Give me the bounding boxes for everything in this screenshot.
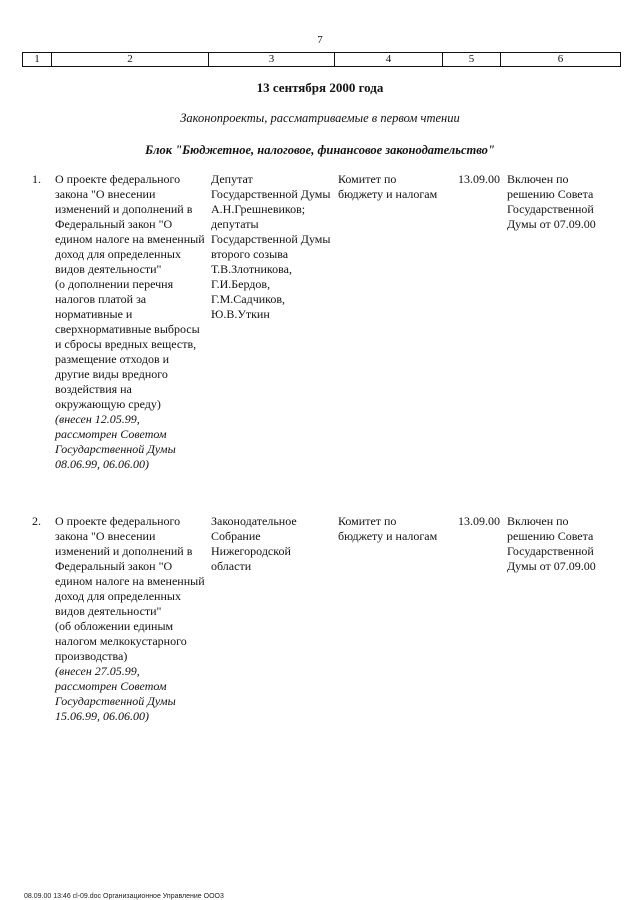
- entry-subject: (о дополнении перечня налогов платой за нормативные и сверхнормативные выбросы и сбросы вредных веществ, размещение отходов и другие виды вредного воздействия на окружающую среду): [55, 277, 200, 411]
- column-number-cell: 2: [52, 53, 209, 67]
- entry-committee: Комитет по бюджету и налогам: [338, 172, 438, 201]
- reading-heading: Законопроекты, рассматриваемые в первом чтении: [180, 111, 460, 125]
- entry-author: Законодательное Собрание Нижегородской области: [211, 514, 297, 573]
- block-heading: Блок "Бюджетное, налоговое, финансовое законодательство": [145, 143, 495, 157]
- column-number-table: [22, 52, 621, 67]
- entry-number: 2.: [32, 514, 41, 528]
- document-footer: 08.09.00 13:46 cl-09.doc Организационное Управление ООО3: [24, 893, 224, 900]
- entry-date: 13.09.00: [458, 514, 500, 528]
- entry-title-cell: [55, 514, 205, 724]
- date-heading: 13 сентября 2000 года: [256, 80, 384, 95]
- entry-decision: Включен по решению Совета Государственной Думы от 07.09.00: [507, 514, 596, 573]
- entry-title-cell: [55, 172, 205, 472]
- entry-title: О проекте федерального закона "О внесении изменений и дополнений в Федеральный закон "О едином налоге на вмененный доход для определенных видов деятельности": [55, 514, 205, 618]
- entry-number: 1.: [32, 172, 41, 186]
- column-number-row: [23, 53, 621, 67]
- entry-note: (внесен 27.05.99, рассмотрен Советом Государственной Думы 15.06.99, 06.06.00): [55, 664, 176, 723]
- column-number-cell: 1: [23, 53, 52, 67]
- entry-decision: Включен по решению Совета Государственной Думы от 07.09.00: [507, 172, 596, 231]
- column-number-cell: 3: [209, 53, 335, 67]
- page-number: 7: [317, 34, 323, 46]
- entry-author: Депутат Государственной Думы А.Н.Грешневиков; депутаты Государственной Думы второго созыва Т.В.Злотникова, Г.И.Бердов, Г.М.Садчиков, Ю.В.Уткин: [211, 172, 331, 321]
- entry-committee: Комитет по бюджету и налогам: [338, 514, 438, 543]
- entry-title: О проекте федерального закона "О внесении изменений и дополнений в Федеральный закон "О едином налоге на вмененный доход для определенных видов деятельности": [55, 172, 205, 276]
- column-number-cell: 6: [501, 53, 621, 67]
- entry-note: (внесен 12.05.99, рассмотрен Советом Государственной Думы 08.06.99, 06.06.00): [55, 412, 176, 471]
- entry-subject: (об обложении единым налогом мелкокустарного производства): [55, 619, 187, 663]
- column-number-cell: 5: [443, 53, 501, 67]
- entry-date: 13.09.00: [458, 172, 500, 186]
- column-number-cell: 4: [335, 53, 443, 67]
